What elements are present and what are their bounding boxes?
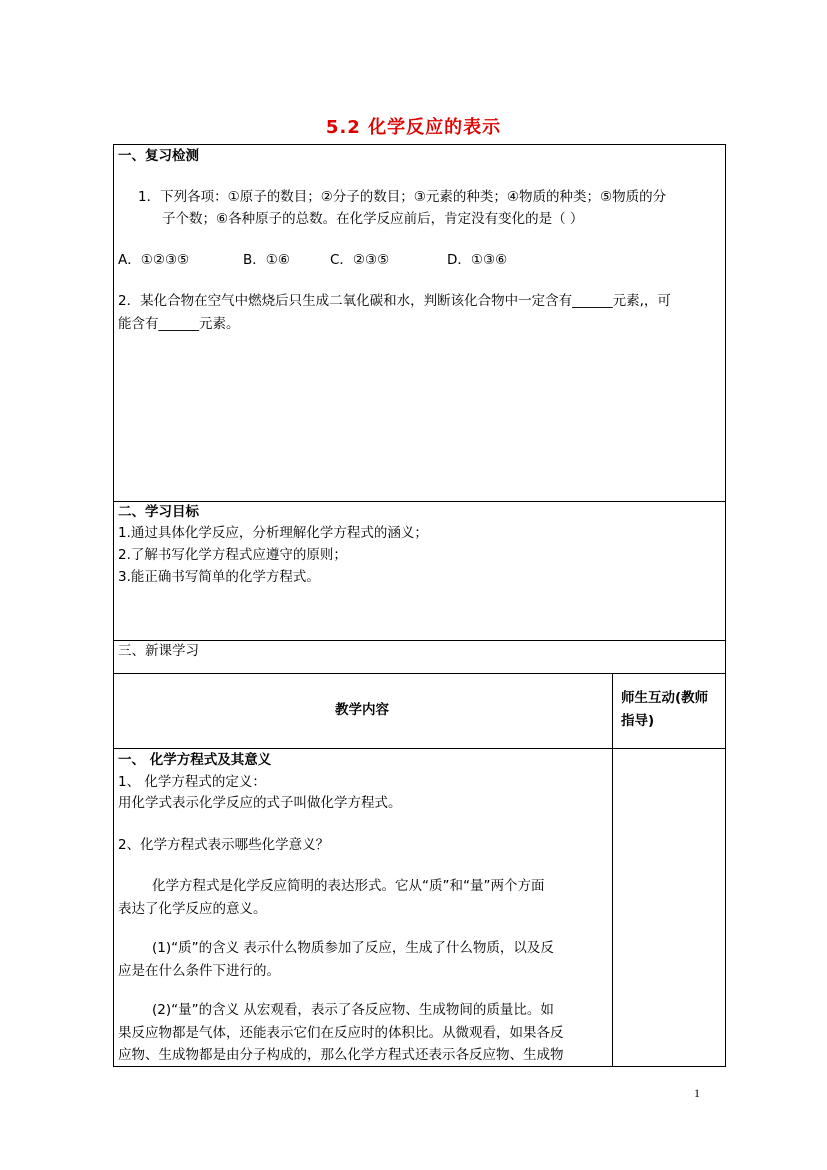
section-divider-3 (113, 673, 726, 674)
section1-heading: 一、复习检测 (118, 148, 199, 164)
question2-line2: 能含有______元素。 (118, 316, 240, 332)
table-border-right (725, 144, 726, 1066)
question2-line1: 2．某化合物在空气中燃烧后只生成二氧化碳和水，判断该化合物中一定含有______元素,，可 (118, 293, 671, 309)
definition-label: 1、 化学方程式的定义： (118, 774, 266, 790)
column-header-interaction-line2: 指导) (621, 713, 655, 729)
option-b: B．①⑥ (243, 252, 290, 268)
question1-line2: 子个数；⑥各种原子的总数。在化学反应前后，肯定没有变化的是（ ） (162, 211, 584, 227)
objective-item-3: 3.能正确书写简单的化学方程式。 (118, 569, 320, 585)
option-c: C．②③⑤ (330, 252, 390, 268)
subsection-heading: 一、 化学方程式及其意义 (118, 752, 272, 768)
paragraph1-line2: 表达了化学反应的意义。 (118, 901, 267, 917)
column-divider (612, 673, 613, 1066)
objective-item-2: 2.了解书写化学方程式应遵守的原则； (118, 547, 347, 563)
column-header-content: 教学内容 (335, 702, 389, 718)
section-divider-1 (113, 501, 726, 502)
header-row-divider (113, 748, 726, 749)
page-number: 1 (694, 1086, 700, 1100)
paragraph3-line1: (2)“量”的含义 从宏观看，表示了各反应物、生成物间的质量比。如 (152, 1002, 554, 1018)
paragraph3-line2: 果反应物都是气体，还能表示它们在反应时的体积比。从微观看，如果各反 (118, 1025, 564, 1041)
paragraph1-line1: 化学方程式是化学反应简明的表达形式。它从“质”和“量”两个方面 (152, 878, 545, 894)
paragraph2-line1: (1)“质”的含义 表示什么物质参加了反应，生成了什么物质，以及反 (152, 940, 554, 956)
section2-heading: 二、学习目标 (118, 504, 199, 520)
table-border-top (113, 144, 726, 145)
question1-line1: 1．下列各项：①原子的数目；②分子的数目；③元素的种类；④物质的种类；⑤物质的分 (138, 189, 667, 205)
table-border-bottom (113, 1066, 726, 1067)
column-header-interaction-line1: 师生互动(教师 (621, 690, 709, 706)
table-border-left (113, 144, 114, 1066)
meaning-question: 2、化学方程式表示哪些化学意义？ (118, 837, 330, 853)
section3-heading: 三、新课学习 (118, 643, 199, 659)
definition-text: 用化学式表示化学反应的式子叫做化学方程式。 (118, 795, 402, 811)
paragraph2-line2: 应是在什么条件下进行的。 (118, 963, 280, 979)
option-d: D．①③⑥ (447, 252, 508, 268)
section-divider-2 (113, 640, 726, 641)
objective-item-1: 1.通过具体化学反应，分析理解化学方程式的涵义； (118, 525, 428, 541)
paragraph3-line3: 应物、生成物都是由分子构成的，那么化学方程式还表示各反应物、生成物 (118, 1047, 564, 1063)
page-title: 5.2 化学反应的表示 (325, 117, 502, 138)
option-a: A．①②③⑤ (118, 252, 190, 268)
